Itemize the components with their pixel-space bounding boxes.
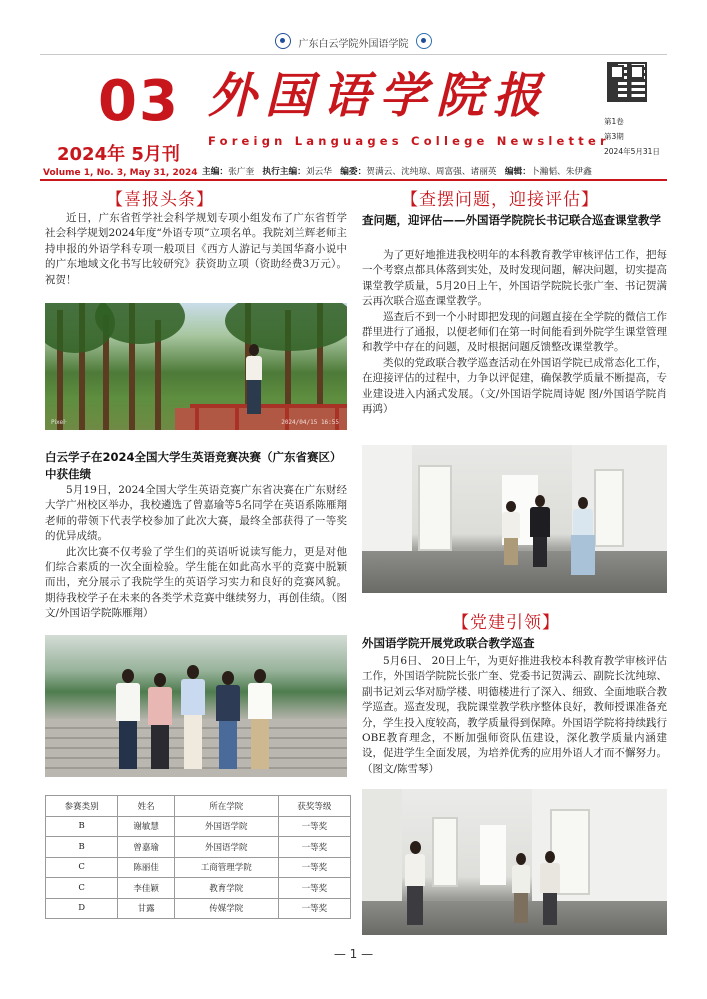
section-party: 【党建引领】 (452, 613, 560, 633)
good-news-article: 近日，广东省哲学社会科学规划专项小组发布了广东省哲学社会科学规划2024年度“外语专项”立项名单。我院刘兰辉老师主持申报的外语学科专项一般项目《西方人游记与美国华裔小说中的广东地域文化书写比较研究》获资助立项（资助经费3万元）。祝贺！ (45, 212, 347, 286)
photo-corridor-party (362, 789, 667, 935)
award-table-header (46, 796, 351, 817)
table-row: C 陈丽佳 工商管理学院 一等奖 (46, 857, 351, 878)
volume-info (604, 114, 660, 159)
party-article-body: 5月6日、 20日上午，为更好推进我校本科教育教学审核评估工作，外国语学院院长张广奎、党委书记贺满云、副院长沈纯琼、副书记刘云华对励学楼、明德楼进行了深入、细致、全面地联合教学巡查。巡查发现，我院课堂教学秩序整体良好，教师授课准备充分，学生投入度较高，教学质量得到保障。外国语学院将持续践行OBE教育理念，不断加强师资队伍建设，深化教学质量内涵建设，促进学生全面发展，为培养优秀的应用外语人才而不懈努力。（图文/陈雪琴） (362, 655, 667, 775)
page-number: — 1 — (333, 947, 374, 961)
contest-article-title: 白云学子在2024全国大学生英语竞赛决赛（广东省赛区）中获佳绩 (45, 450, 342, 481)
inspection-article-title: 查问题，迎评估——外国语学院院长书记联合巡查课堂教学 (362, 213, 661, 227)
col-college: 所在学院 (174, 796, 278, 817)
table-row: B 曾嘉瑜 外国语学院 一等奖 (46, 837, 351, 858)
college-logo-icon (416, 33, 432, 49)
photo-park (45, 303, 347, 430)
issue: 第3期 (604, 132, 624, 141)
photo-group (45, 635, 347, 777)
qr-code-icon (607, 62, 647, 102)
table-row: D 甘露 传媒学院 一等奖 (46, 898, 351, 919)
issue-number: 03 (98, 69, 180, 134)
newspaper-title: 外国语学院报 (208, 68, 551, 124)
publish-date: 2024年5月31日 (604, 147, 660, 156)
section-good-news: 【喜报头条】 (106, 190, 214, 210)
col-category: 参赛类别 (46, 796, 118, 817)
staff-line: 主编：张广奎 执行主编：刘云华 编委：贺满云、沈纯琼、周富强、诸丽英 编辑：卜瀚韬、朱伊鑫 (202, 167, 592, 177)
top-header (0, 34, 707, 50)
col-award: 获奖等级 (278, 796, 350, 817)
issue-date-en: Volume 1, No. 3, May 31, 2024 (43, 168, 198, 178)
table-row: C 李佳颖 教育学院 一等奖 (46, 878, 351, 899)
school-logo-icon (275, 33, 291, 49)
volume: 第1卷 (604, 117, 624, 126)
photo-timestamp: 2024/04/15 16:55 (281, 419, 339, 426)
school-name: 广东白云学院外国语学院 (298, 38, 409, 50)
header-divider (40, 54, 667, 55)
photo-watermark: Pixel· (51, 419, 67, 426)
masthead-rule (40, 179, 667, 181)
table-row: B 谢敏慧 外国语学院 一等奖 (46, 816, 351, 837)
inspection-article-body: 为了更好地推进我校明年的本科教育教学审核评估工作，把每一个考察点都具体落到实处，及时发现问题，解决问题，切实提高课堂教学质量，5月20日上午，外国语学院院长张广奎、书记贺满云再次联合巡查课堂教学。 巡查后不到一个小时即把发现的问题直接在全学院的微信工作群里进行了通报，以便老师们在第一时间能看到外院学生课堂管理和教学中存在的问题，及时根据问题反馈整改课堂教学。 类似的党政联合教学巡查活动在外国语学院已成常态化工作，在迎接评估的过程中，力争以评促建，确保教学质量不断提高，专业建设进入内涵式发展。（文/外国语学院周诗妮 图/外国语学院肖再鸿） (362, 249, 667, 416)
photo-corridor-inspection (362, 445, 667, 593)
col-name: 姓名 (118, 796, 175, 817)
section-inspection: 【查摆问题，迎接评估】 (401, 190, 599, 210)
newspaper-title-en: Foreign Languages College Newsletter (208, 134, 610, 148)
contest-article-body: 5月19日，2024全国大学生英语竞赛广东省决赛在广东财经大学广州校区举办，我校遴选了曾嘉瑜等5名同学在英语系陈雁翔老师的带领下代表学校参加了此次大赛，最终全部获得了一等奖的优异成绩。 此次比赛不仅考验了学生们的英语听说读写能力，更是对他们综合素质的一次全面检验。学生能在如此高水平的竞赛中脱颖而出，充分展示了我院学生的英语学习实力和良好的竞赛风貌。期待我校学子在未来的各类学术竞赛中继续努力，再创佳绩。（图文/外国语学院陈雁翔） (45, 484, 347, 620)
issue-date-cn: 2024年 5月刊 (57, 144, 180, 165)
party-article-title: 外国语学院开展党政联合教学巡查 (362, 636, 535, 650)
award-table (45, 795, 351, 919)
